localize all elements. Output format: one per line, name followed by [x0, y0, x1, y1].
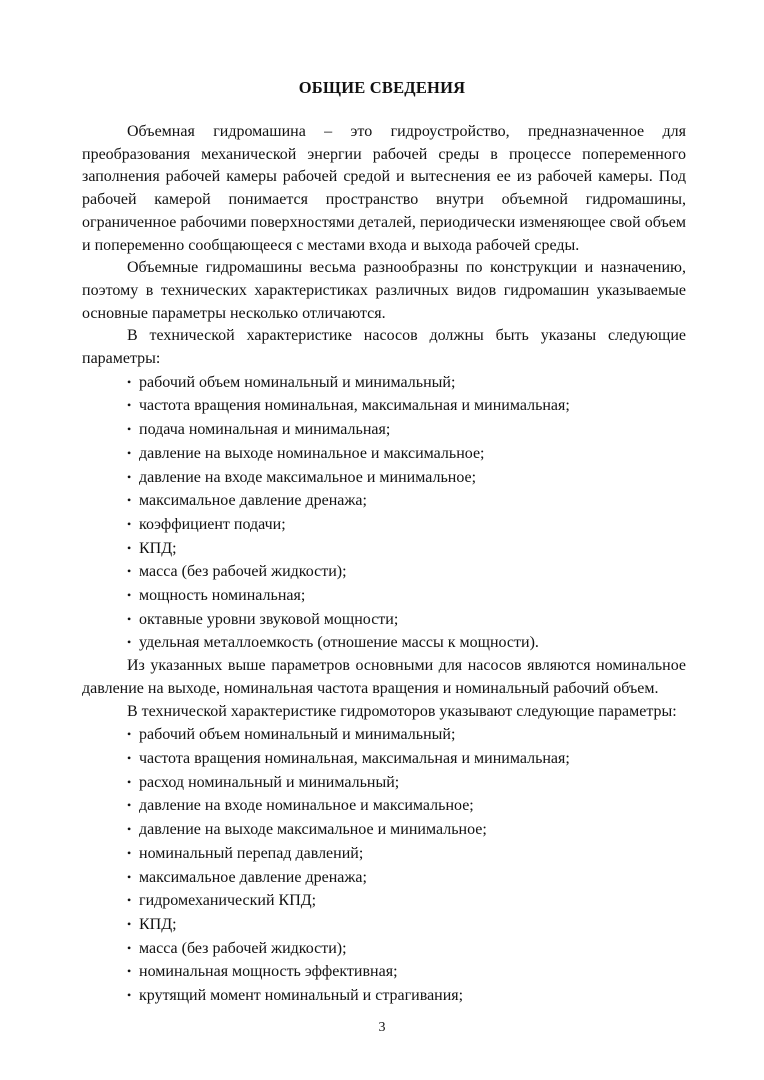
bullet-icon: •	[127, 750, 132, 765]
list-item-text: масса (без рабочей жидкости);	[139, 563, 347, 581]
list-item-text: давление на выходе максимальное и минимальное;	[139, 821, 487, 839]
bullet-icon: •	[127, 564, 132, 579]
list-item	[82, 418, 686, 442]
bullet-icon: •	[127, 588, 132, 603]
list-item	[82, 747, 686, 771]
bullet-icon: •	[127, 516, 132, 531]
list-item-text: коэффициент подачи;	[139, 515, 286, 533]
list-item	[82, 960, 686, 984]
list-item	[82, 913, 686, 937]
list-item	[82, 394, 686, 418]
list-item	[82, 937, 686, 961]
list-item-text: максимальное давление дренажа;	[139, 868, 367, 886]
bullet-icon: •	[127, 469, 132, 484]
page-body	[82, 121, 686, 1008]
list-item-text: давление на выходе номинальное и максимальное;	[139, 444, 485, 462]
list-item	[82, 608, 686, 632]
bullet-icon: •	[127, 493, 132, 508]
bullet-icon: •	[127, 635, 132, 650]
paragraph-pump-main: Из указанных выше параметров основными для насосов являются номинальное давление на выходе, номинальная частота вращения и номинальный рабочий объем.	[82, 657, 686, 697]
bullet-icon: •	[127, 374, 132, 389]
motor-params-list	[82, 723, 686, 1007]
bullet-icon: •	[127, 774, 132, 789]
list-item-text: мощность номинальная;	[139, 587, 306, 605]
list-item	[82, 560, 686, 584]
list-item	[82, 866, 686, 890]
bullet-icon: •	[127, 964, 132, 979]
list-item-text: масса (без рабочей жидкости);	[139, 939, 347, 957]
list-item-text: подача номинальная и минимальная;	[139, 421, 391, 439]
list-item	[82, 794, 686, 818]
list-item	[82, 723, 686, 747]
bullet-icon: •	[127, 893, 132, 908]
list-item	[82, 489, 686, 513]
paragraph-pump-intro: В технической характеристике насосов должны быть указаны следующие параметры:	[82, 327, 686, 368]
list-item-text: номинальный перепад давлений;	[139, 844, 364, 862]
bullet-icon: •	[127, 988, 132, 1003]
paragraph-definition: Объемная гидромашина – это гидроустройство, предназначенное для преобразования механической энергии рабочей среды в процессе попеременного заполнения рабочей камеры рабочей средой и вытеснения ее из рабочей камеры. Под рабочей камерой понимается пространство внутри объемной гидромашины, ограниченное рабочими поверхностями деталей, периодически изменяющее свой объем и попеременно сообщающееся с местами входа и выхода рабочей среды.	[82, 123, 686, 254]
list-item-text: рабочий объем номинальный и минимальный;	[139, 726, 456, 744]
list-item	[82, 537, 686, 561]
bullet-icon: •	[127, 398, 132, 413]
list-item-text: номинальная мощность эффективная;	[139, 963, 398, 981]
list-item-text: КПД;	[139, 915, 177, 933]
list-item	[82, 584, 686, 608]
list-item-text: давление на входе максимальное и минимальное;	[139, 468, 477, 486]
bullet-icon: •	[127, 727, 132, 742]
list-item	[82, 371, 686, 395]
bullet-icon: •	[127, 916, 132, 931]
list-item	[82, 771, 686, 795]
list-item-text: гидромеханический КПД;	[139, 892, 317, 910]
list-item-text: КПД;	[139, 539, 177, 557]
list-item	[82, 466, 686, 490]
list-item-text: частота вращения номинальная, максимальная и минимальная;	[139, 397, 570, 415]
list-item-text: давление на входе номинальное и максимальное;	[139, 797, 474, 815]
bullet-icon: •	[127, 822, 132, 837]
list-item	[82, 631, 686, 655]
list-item	[82, 984, 686, 1008]
pump-params-list	[82, 371, 686, 655]
list-item-text: крутящий момент номинальный и страгивания;	[139, 987, 464, 1005]
bullet-icon: •	[127, 611, 132, 626]
bullet-icon: •	[127, 845, 132, 860]
list-item	[82, 818, 686, 842]
page-number: 3	[378, 1020, 386, 1035]
bullet-icon: •	[127, 445, 132, 460]
paragraph-motor-intro: В технической характеристике гидромоторов указывают следующие параметры:	[127, 702, 677, 720]
list-item	[82, 442, 686, 466]
page-title: ОБЩИЕ СВЕДЕНИЯ	[298, 78, 466, 97]
list-item	[82, 889, 686, 913]
bullet-icon: •	[127, 422, 132, 437]
list-item-text: расход номинальный и минимальный;	[139, 773, 400, 791]
list-item-text: рабочий объем номинальный и минимальный;	[139, 373, 456, 391]
list-item-text: удельная металлоемкость (отношение массы к мощности).	[139, 634, 539, 652]
list-item-text: октавные уровни звуковой мощности;	[139, 610, 399, 628]
list-item	[82, 513, 686, 537]
bullet-icon: •	[127, 940, 132, 955]
list-item	[82, 842, 686, 866]
list-item-text: частота вращения номинальная, максимальная и минимальная;	[139, 749, 570, 767]
bullet-icon: •	[127, 798, 132, 813]
list-item-text: максимальное давление дренажа;	[139, 492, 367, 510]
bullet-icon: •	[127, 869, 132, 884]
bullet-icon: •	[127, 540, 132, 555]
paragraph-variety: Объемные гидромашины весьма разнообразны по конструкции и назначению, поэтому в технических характеристиках различных видов гидромашин указываемые основные параметры несколько отличаются.	[82, 259, 686, 322]
